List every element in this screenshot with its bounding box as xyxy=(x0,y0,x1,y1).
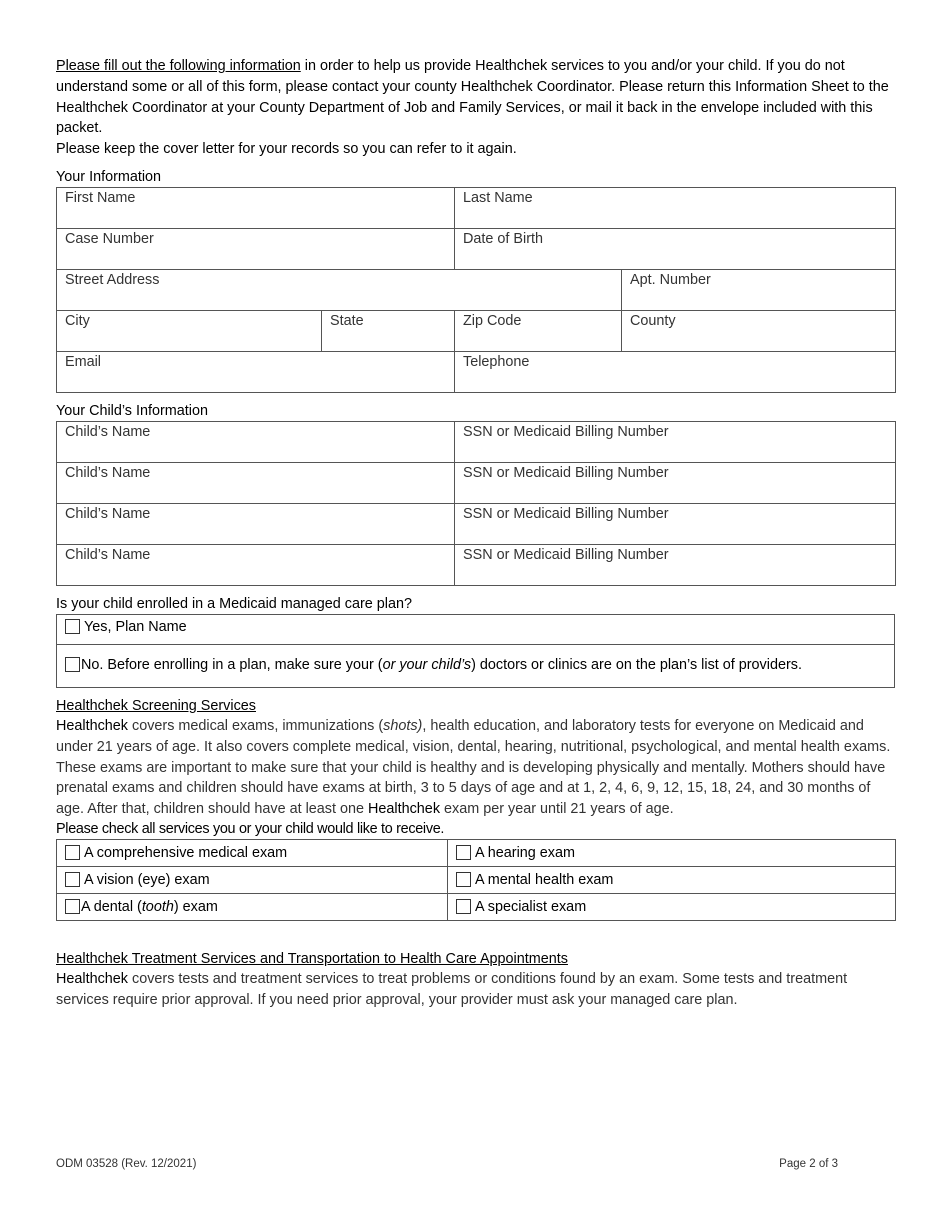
intro-paragraph xyxy=(56,56,895,139)
no-plan-row xyxy=(57,645,894,687)
first-name-field[interactable]: First Name xyxy=(57,187,455,228)
yes-plan-row xyxy=(57,615,894,645)
child-ssn-field[interactable]: SSN or Medicaid Billing Number xyxy=(455,421,896,462)
no-label-italic: or your child’s xyxy=(382,656,472,673)
form-page xyxy=(56,56,895,1011)
service-label: A hearing exam xyxy=(475,844,575,861)
zip-field[interactable]: Zip Code xyxy=(455,310,622,351)
apt-number-field[interactable]: Apt. Number xyxy=(622,269,896,310)
child-name-field[interactable]: Child’s Name xyxy=(57,544,455,585)
intro-text: services to you and/or your child. If you do not understand some or all of this form, please contact your county Healthchek Coordinator. xyxy=(56,58,845,95)
screening-italic: shots) xyxy=(383,717,423,734)
no-checkbox[interactable] xyxy=(65,657,80,672)
child-name-field[interactable]: Child’s Name xyxy=(57,462,455,503)
brand-name: Healthchek xyxy=(56,717,128,734)
child-info-table xyxy=(56,421,896,586)
brand-name: Healthchek xyxy=(475,58,548,74)
service-cell xyxy=(448,893,896,920)
telephone-field[interactable]: Telephone xyxy=(455,351,896,392)
treatment-paragraph xyxy=(56,969,895,1011)
county-field[interactable]: County xyxy=(622,310,896,351)
child-name-field[interactable]: Child’s Name xyxy=(57,421,455,462)
services-table xyxy=(56,839,896,921)
intro-text: in order to help us provide xyxy=(300,58,476,74)
vision-checkbox[interactable] xyxy=(65,872,80,887)
child-info-heading: Your Child’s Information xyxy=(56,402,208,419)
check-services-prompt: Please check all services you or your child would like to receive. xyxy=(56,820,445,837)
intro-emphasis: mail it back in the envelope included with this packet. xyxy=(56,99,873,137)
screening-paragraph xyxy=(56,716,895,820)
form-id: ODM 03528 (Rev. 12/2021) xyxy=(56,1158,197,1170)
service-cell xyxy=(57,839,448,866)
service-cell xyxy=(57,866,448,893)
service-label: A vision (eye) exam xyxy=(84,871,210,888)
managed-care-question: Is your child enrolled in a Medicaid managed care plan? xyxy=(56,595,412,612)
screening-text: covers medical exams, immunizations ( xyxy=(128,717,384,734)
treatment-text: covers tests and treatment services to treat problems or conditions found by an exam. Some tests and treatment services require prior approval. If you need prior approval, your provider must ask your managed care plan. xyxy=(56,970,848,1008)
state-field[interactable]: State xyxy=(322,310,455,351)
screening-heading: Healthchek Screening Services xyxy=(56,697,256,714)
email-field[interactable]: Email xyxy=(57,351,455,392)
intro-text: to the Healthchek Coordinator at your County Department of Job and Family Services, or xyxy=(56,78,889,116)
managed-care-box xyxy=(56,614,895,688)
city-field[interactable]: City xyxy=(57,310,322,351)
service-cell xyxy=(448,866,896,893)
specialist-checkbox[interactable] xyxy=(456,899,471,914)
intro-keep-letter: Please keep the cover letter for your records so you can refer to it again. xyxy=(56,141,517,158)
page-number: Page 2 of 3 xyxy=(779,1158,838,1170)
child-ssn-field[interactable]: SSN or Medicaid Billing Number xyxy=(455,503,896,544)
service-label: A specialist exam xyxy=(475,898,587,915)
screening-text: , health education, and laboratory tests for everyone on Medicaid and under 21 years of age. It also covers complete medical, vision, dental, hearing, nutritional, psychological, and mental health exams. These exams are important to make sure that your child is healthy and is developing physically and mentally. Mothers should have prenatal exams and children should have exams at birth, 3 to 5 days of age and at 1, 2, 4, 6, 9, 12, 15, 18, 24, and 30 months of age. After that, children should have at least one xyxy=(56,717,891,818)
service-label-italic: tooth xyxy=(141,898,174,915)
yes-checkbox[interactable] xyxy=(65,619,80,634)
last-name-field[interactable]: Last Name xyxy=(455,187,896,228)
your-info-table xyxy=(56,187,896,393)
service-label: A mental health exam xyxy=(475,871,614,888)
comprehensive-checkbox[interactable] xyxy=(65,845,80,860)
yes-plan-label: Yes, Plan Name xyxy=(84,618,187,635)
dental-checkbox[interactable] xyxy=(65,899,80,914)
service-label: ) exam xyxy=(173,898,218,915)
service-label: A dental ( xyxy=(81,898,142,915)
brand-name: Healthchek xyxy=(56,970,128,987)
mental-health-checkbox[interactable] xyxy=(456,872,471,887)
dob-field[interactable]: Date of Birth xyxy=(455,228,896,269)
no-label: ) doctors or clinics are on the plan’s list of providers. xyxy=(471,656,802,673)
service-label: A comprehensive medical exam xyxy=(84,844,288,861)
intro-link-text: Please fill out the following information xyxy=(56,58,301,74)
intro-emphasis: Please return this Information Sheet xyxy=(619,78,849,95)
service-cell xyxy=(448,839,896,866)
child-ssn-field[interactable]: SSN or Medicaid Billing Number xyxy=(455,462,896,503)
your-info-heading: Your Information xyxy=(56,168,162,185)
street-address-field[interactable]: Street Address xyxy=(57,269,622,310)
screening-text: exam per year until 21 years of age. xyxy=(440,801,674,818)
hearing-checkbox[interactable] xyxy=(456,845,471,860)
service-cell xyxy=(57,893,448,920)
case-number-field[interactable]: Case Number xyxy=(57,228,455,269)
child-name-field[interactable]: Child’s Name xyxy=(57,503,455,544)
no-label: No. Before enrolling in a plan, make sure your ( xyxy=(81,656,383,673)
child-ssn-field[interactable]: SSN or Medicaid Billing Number xyxy=(455,544,896,585)
brand-name: Healthchek xyxy=(368,801,441,818)
treatment-heading: Healthchek Treatment Services and Transportation to Health Care Appointments xyxy=(56,950,568,967)
